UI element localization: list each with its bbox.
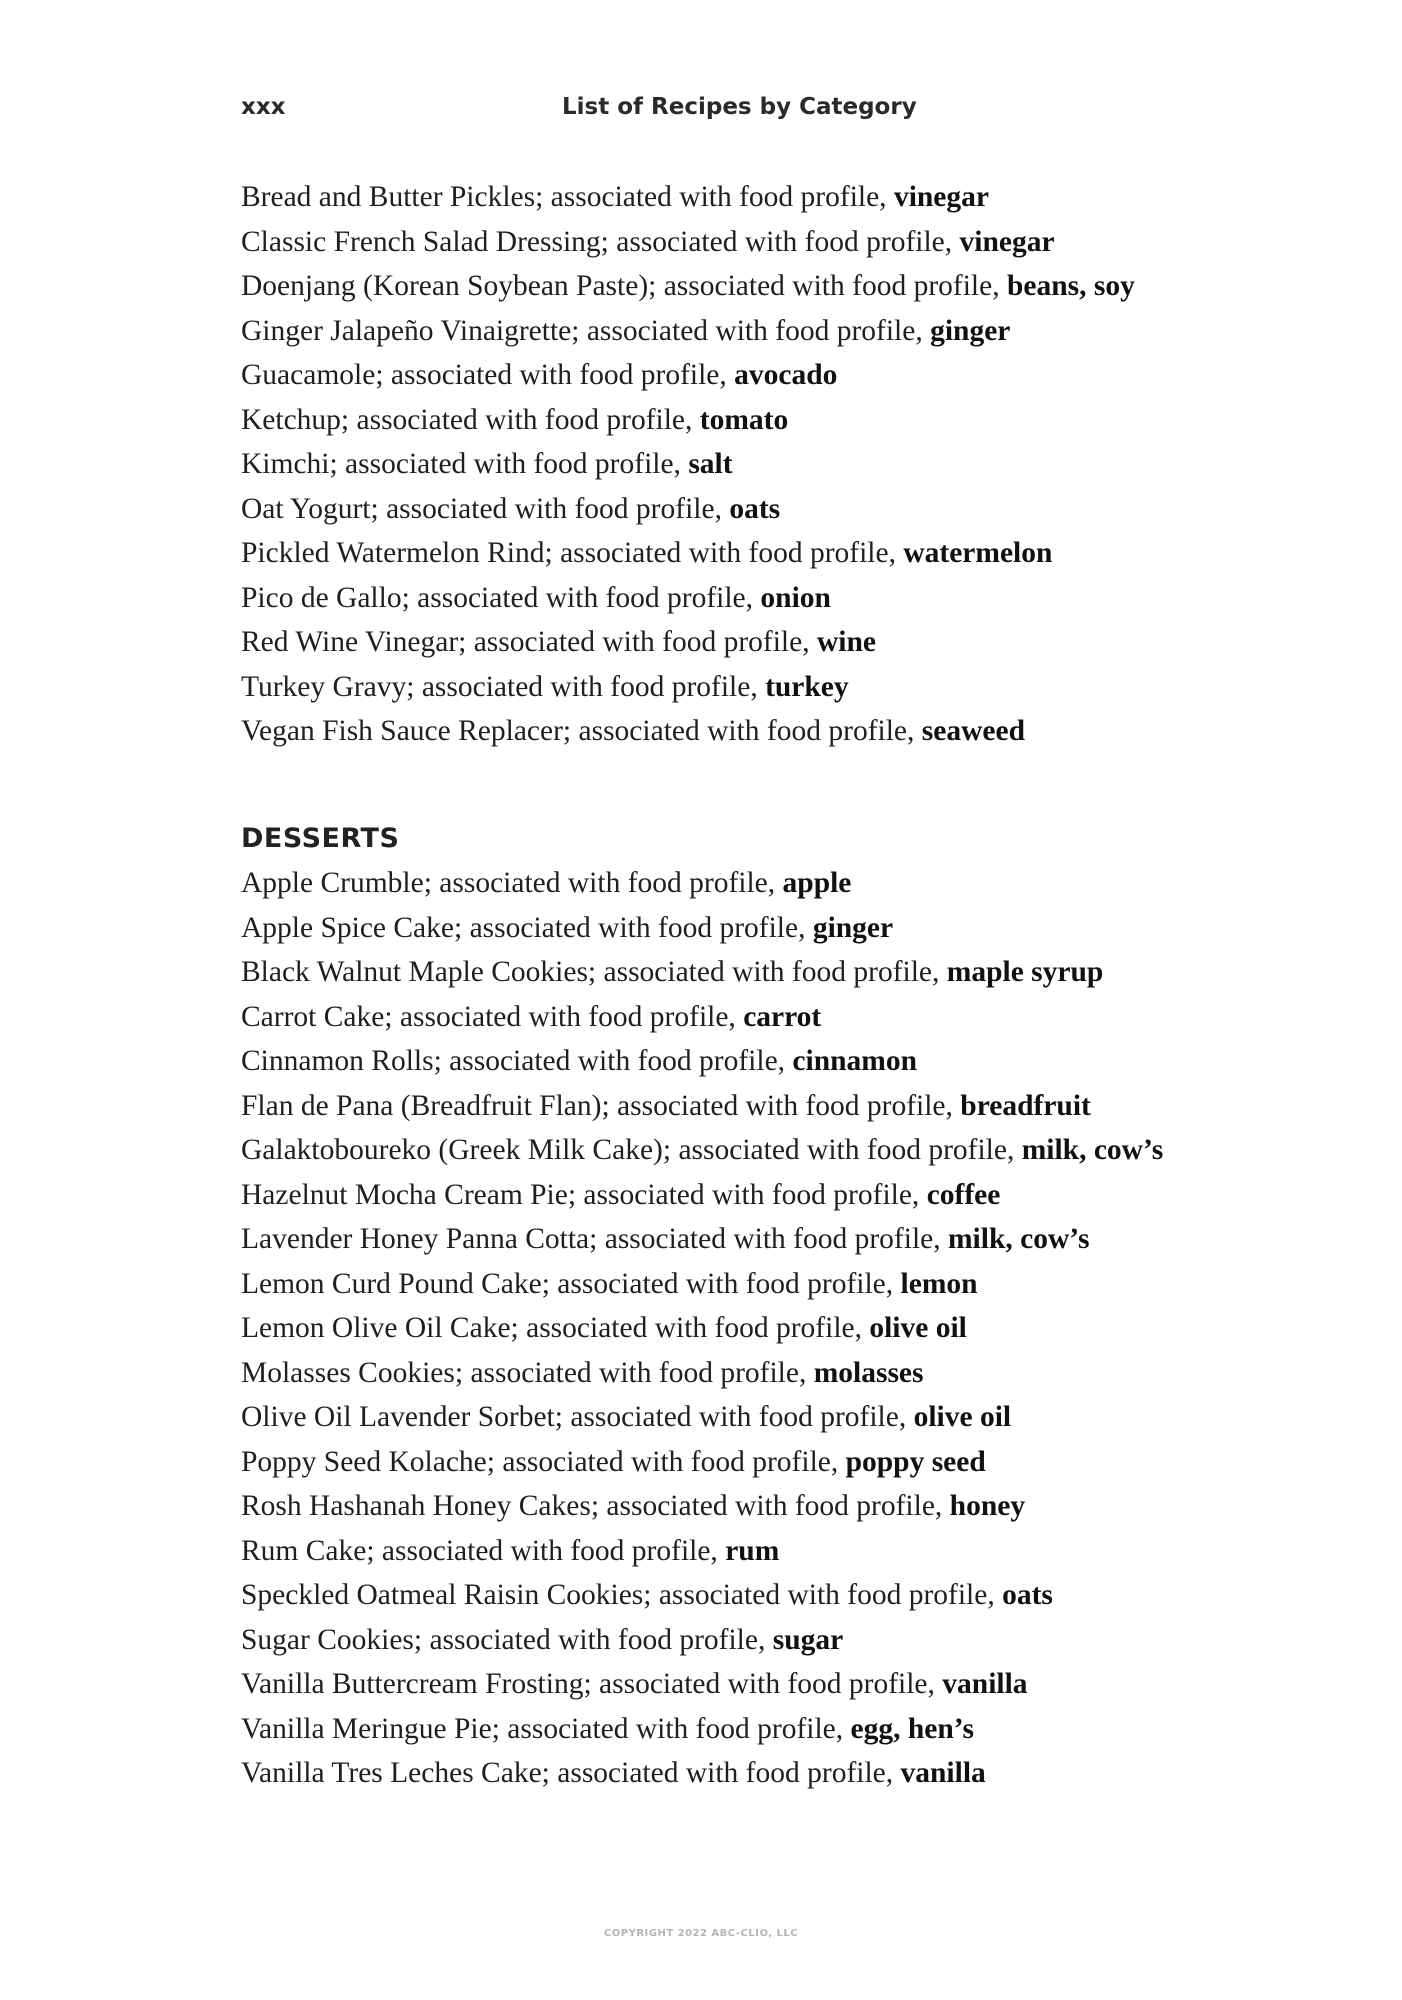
food-profile: oats [729,492,781,525]
food-profile: watermelon [903,537,1053,569]
recipe-list-item [241,1484,1241,1529]
recipe-name: Kimchi; associated with food profile, [241,448,689,480]
running-header [241,94,1161,128]
recipe-list-item [241,1217,1241,1262]
recipe-name: Poppy Seed Kolache; associated with food profile, [241,1445,846,1478]
recipe-name: Turkey Gravy; associated with food profile, [241,670,766,703]
recipe-name: Lemon Curd Pound Cake; associated with food profile, [241,1267,901,1300]
recipe-list-item [241,1306,1241,1351]
recipe-name: Vegan Fish Sauce Replacer; associated with food profile, [241,715,922,747]
recipe-list-item [241,531,1241,576]
page-number: xxx [241,94,286,120]
recipe-list-item [241,1262,1241,1307]
recipe-list-item [241,1084,1241,1129]
running-title: List of Recipes by Category [562,94,917,120]
food-profile: ginger [930,314,1011,347]
food-profile: vanilla [942,1668,1028,1700]
food-profile: onion [760,581,831,614]
food-profile: milk, cow’s [947,1223,1090,1255]
recipe-name: Rosh Hashanah Honey Cakes; associated with food profile, [241,1490,950,1522]
recipe-name: Rum Cake; associated with food profile, [241,1534,726,1567]
recipe-name: Vanilla Buttercream Frosting; associated with food profile, [241,1668,943,1700]
food-profile: seaweed [921,715,1025,747]
recipe-list-item [241,1618,1241,1663]
recipe-name: Red Wine Vinegar; associated with food profile, [241,626,817,658]
recipe-list-item [241,487,1241,532]
recipe-list-item [241,264,1241,309]
recipe-list-item [241,1039,1241,1084]
food-profile: beans, soy [1006,270,1135,302]
recipe-name: Guacamole; associated with food profile, [241,359,735,391]
food-profile: apple [782,867,852,899]
food-profile: ginger [812,911,894,944]
recipe-name: Doenjang (Korean Soybean Paste); associated with food profile, [241,270,1007,302]
food-profile: egg, hen’s [850,1712,974,1745]
recipe-list-item [241,1128,1241,1173]
food-profile: salt [688,448,733,480]
food-profile: sugar [772,1623,844,1656]
condiments-section [241,175,1241,754]
recipe-name: Apple Crumble; associated with food profile, [241,867,783,899]
recipe-list-item [241,398,1241,443]
recipe-name: Oat Yogurt; associated with food profile, [241,492,730,525]
recipe-name: Galaktoboureko (Greek Milk Cake); associated with food profile, [241,1134,1022,1166]
food-profile: vinegar [893,181,989,213]
recipe-list-item [241,576,1241,621]
recipe-list-item [241,220,1241,265]
recipe-list-item [241,709,1241,754]
food-profile: tomato [699,403,789,436]
food-profile: lemon [900,1267,978,1300]
recipe-name: Classic French Salad Dressing; associated with food profile, [241,225,960,258]
recipe-name: Lavender Honey Panna Cotta; associated with food profile, [241,1223,948,1255]
recipe-name: Bread and Butter Pickles; associated with food profile, [241,181,894,213]
food-profile: molasses [813,1356,924,1389]
copyright-footer: COPYRIGHT 2022 ABC-CLIO, LLC [603,1928,799,1939]
food-profile: rum [725,1534,780,1567]
food-profile: wine [816,626,876,658]
recipe-name: Vanilla Tres Leches Cake; associated with food profile, [241,1757,901,1789]
food-profile: maple syrup [946,956,1104,988]
recipe-list-item [241,442,1241,487]
desserts-recipe-list [241,861,1241,1796]
recipe-name: Flan de Pana (Breadfruit Flan); associated with food profile, [241,1089,961,1122]
recipe-name: Pickled Watermelon Rind; associated with food profile, [241,537,904,569]
recipe-name: Olive Oil Lavender Sorbet; associated with food profile, [241,1401,914,1433]
recipe-name: Sugar Cookies; associated with food profile, [241,1623,773,1656]
food-profile: olive oil [869,1312,967,1344]
recipe-list-item [241,1751,1241,1796]
food-profile: oats [1002,1579,1053,1611]
food-profile: coffee [926,1178,1001,1211]
recipe-name: Cinnamon Rolls; associated with food profile, [241,1045,793,1077]
recipe-list-item [241,309,1241,354]
recipe-name: Speckled Oatmeal Raisin Cookies; associated with food profile, [241,1579,1003,1611]
recipe-list-item [241,175,1241,220]
food-profile: cinnamon [792,1045,918,1077]
food-profile: honey [949,1490,1026,1522]
recipe-name: Apple Spice Cake; associated with food profile, [241,911,813,944]
recipe-list-item [241,620,1241,665]
recipe-list-item [241,1573,1241,1618]
food-profile: breadfruit [960,1089,1091,1122]
food-profile: poppy seed [845,1445,986,1478]
food-profile: avocado [734,359,838,391]
food-profile: turkey [765,670,849,703]
recipe-list-item [241,1395,1241,1440]
recipe-name: Lemon Olive Oil Cake; associated with food profile, [241,1312,870,1344]
recipe-name: Molasses Cookies; associated with food profile, [241,1356,814,1389]
recipe-list-item [241,1173,1241,1218]
recipe-list-item [241,665,1241,710]
recipe-name: Carrot Cake; associated with food profile, [241,1000,744,1033]
recipe-list-item [241,1662,1241,1707]
recipe-list-item [241,1707,1241,1752]
recipe-name: Ginger Jalapeño Vinaigrette; associated with food profile, [241,314,931,347]
recipe-name: Vanilla Meringue Pie; associated with food profile, [241,1712,851,1745]
section-heading-desserts: DESSERTS [241,823,400,854]
recipe-list-item [241,861,1241,906]
recipe-list-item [241,1529,1241,1574]
recipe-name: Black Walnut Maple Cookies; associated with food profile, [241,956,947,988]
food-profile: vanilla [900,1757,986,1789]
food-profile: olive oil [913,1401,1012,1433]
recipe-list-item [241,995,1241,1040]
recipe-name: Ketchup; associated with food profile, [241,403,700,436]
recipe-name: Hazelnut Mocha Cream Pie; associated with food profile, [241,1178,927,1211]
food-profile: carrot [743,1000,822,1033]
desserts-section [241,817,1241,1796]
recipe-list-item [241,906,1241,951]
food-profile: vinegar [959,225,1055,258]
recipe-list-item [241,353,1241,398]
recipe-list-item [241,1440,1241,1485]
food-profile: milk, cow’s [1021,1134,1164,1166]
condiments-recipe-list [241,175,1241,754]
recipe-list-item [241,950,1241,995]
recipe-list-item [241,1351,1241,1396]
recipe-name: Pico de Gallo; associated with food profile, [241,581,761,614]
